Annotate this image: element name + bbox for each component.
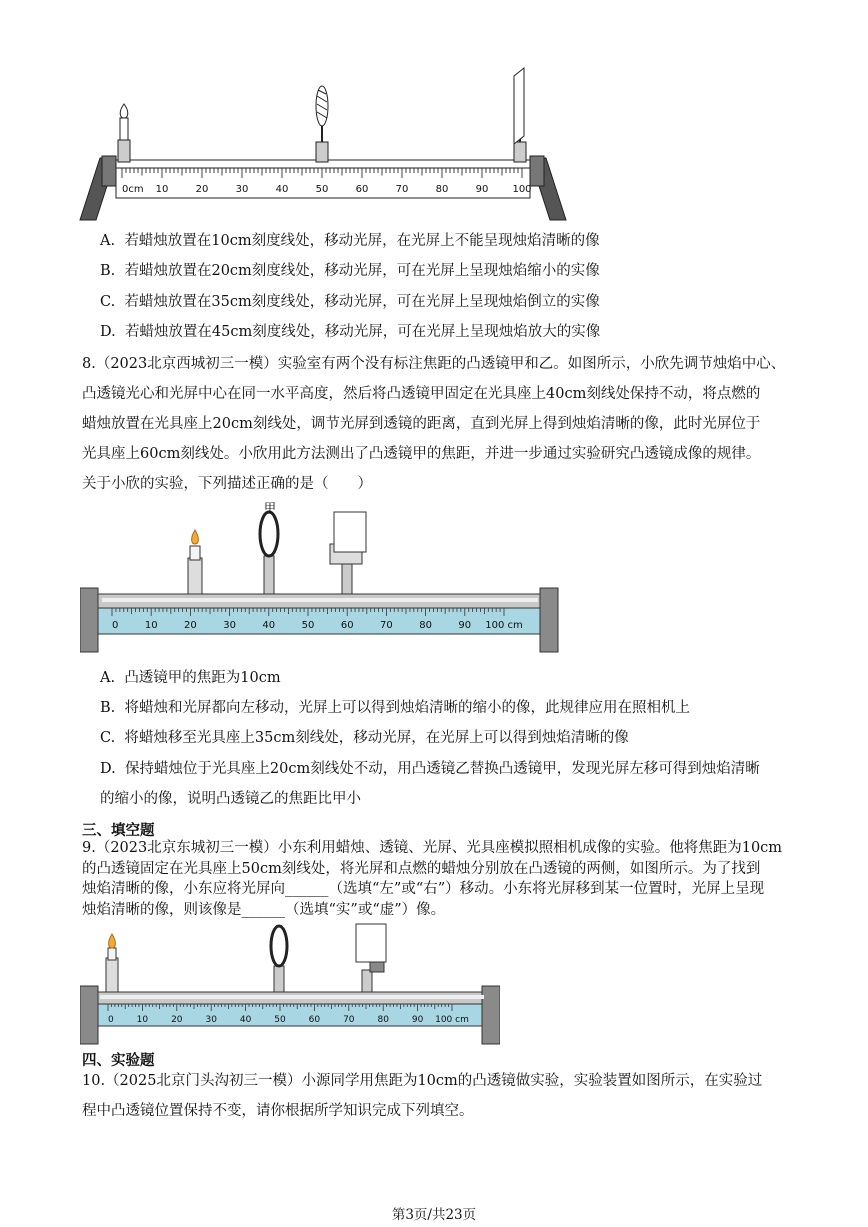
ruler-label: 40 xyxy=(239,1015,252,1025)
ruler-label: 10 xyxy=(136,1015,149,1025)
ruler-label: 60 xyxy=(355,184,369,195)
q8-option-d[interactable]: D. 保持蜡烛位于光具座上20cm刻线处不动，用凸透镜乙替换凸透镜甲，发现光屏左移可得到烛焰清晰 xyxy=(100,761,760,777)
q8-option-b[interactable]: B. 将蜡烛和光屏都向左移动，光屏上可以得到烛焰清晰的缩小的像，此规律应用在照相机上 xyxy=(100,700,690,716)
lens-label: 甲 xyxy=(264,501,277,515)
page-number: 第3页/共23页 xyxy=(391,1207,477,1223)
candle xyxy=(118,104,130,162)
ruler-label: 80 xyxy=(419,620,432,631)
ruler-label: 60 xyxy=(308,1015,321,1025)
ruler-label: 70 xyxy=(395,184,409,195)
ruler-label: 50 xyxy=(274,1015,286,1025)
q10-stem: 10.（2025北京门头沟初三一模）小源同学用焦距为10cm的凸透镜做实验，实验装置如图所示，在实验过 程中凸透镜位置保持不变，请你根据所学知识完成下列填空。 xyxy=(82,1073,763,1119)
q8-stem: 8.（2023北京西城初三一模）实验室有两个没有标注焦距的凸透镜甲和乙。如图所示，小欣先调节烛焰中心、 凸透镜光心和光屏中心在同一水平高度，然后将凸透镜甲固定在光具座上40cm刻线处保持不动，将点燃的 蜡烛放置在光具座上20cm刻线处，调节光屏到透镜的距离，直到光屏上得到烛焰清晰的像，此时光屏位于 光具座上60cm刻线处。小欣用此方法测出了凸透镜甲的焦距，并进一步通过实验研究凸透镜成像的规律。 关于小欣的实验，下列描述正确的是（ ） xyxy=(82,356,786,492)
section-heading-experiment: 四、实验题 xyxy=(82,1053,155,1069)
ruler-label: 90 xyxy=(458,620,472,631)
ruler-label: 100 xyxy=(512,184,532,195)
ruler-label: 50 xyxy=(301,620,315,631)
ruler-label: 80 xyxy=(435,184,449,195)
ruler-label: 30 xyxy=(205,1015,217,1025)
light-screen xyxy=(514,68,526,162)
light-screen xyxy=(356,924,386,992)
candle xyxy=(188,530,202,594)
q7-option-b[interactable]: B. 若蜡烛放置在20cm刻度线处，移动光屏，可在光屏上呈现烛焰缩小的实像 xyxy=(100,263,600,279)
candle xyxy=(106,934,118,992)
ruler-label: 0cm xyxy=(122,184,144,195)
ruler-label: 20 xyxy=(184,620,197,631)
section-heading-fill-blank: 三、填空题 xyxy=(82,823,155,839)
ruler-label: 60 xyxy=(340,620,354,631)
ruler-label: 70 xyxy=(380,620,393,631)
q8-option-d-continued: 的缩小的像，说明凸透镜乙的焦距比甲小 xyxy=(100,791,361,807)
ruler-label: 30 xyxy=(235,184,249,195)
convex-lens xyxy=(271,926,287,992)
convex-lens xyxy=(260,501,278,594)
q7-option-a[interactable]: A. 若蜡烛放置在10cm刻度线处，移动光屏，在光屏上不能呈现烛焰清晰的像 xyxy=(100,233,600,249)
q7-option-d[interactable]: D. 若蜡烛放置在45cm刻度线处，移动光屏，可在光屏上呈现烛焰放大的实像 xyxy=(100,324,601,340)
ruler-label: 100 cm xyxy=(435,1015,469,1025)
ruler-label: 0 xyxy=(112,620,119,631)
optical-bench-figure-3 xyxy=(80,922,500,1050)
ruler-label: 40 xyxy=(275,184,289,195)
q8-option-a[interactable]: A. 凸透镜甲的焦距为10cm xyxy=(100,670,281,686)
ruler-label: 50 xyxy=(315,184,329,195)
light-screen xyxy=(330,512,366,594)
ruler-label: 20 xyxy=(171,1015,183,1025)
ruler-label: 70 xyxy=(343,1015,355,1025)
convex-lens xyxy=(316,86,328,162)
ruler-label: 0 xyxy=(108,1015,114,1025)
ruler-label: 20 xyxy=(195,184,209,195)
optical-bench-figure-2 xyxy=(80,498,560,656)
q7-option-c[interactable]: C. 若蜡烛放置在35cm刻度线处，移动光屏，可在光屏上呈现烛焰倒立的实像 xyxy=(100,294,600,310)
q9-stem: 9.（2023北京东城初三一模）小东利用蜡烛、透镜、光屏、光具座模拟照相机成像的实验。他将焦距为10cm 的凸透镜固定在光具座上50cm刻线处，将光屏和点燃的蜡烛分别放在凸透镜的两侧，如图所示。为了找到 烛焰清晰的像，小东应将光屏向______（选填“左”或“右”）移动。小东将光屏移到某一位置时，光屏上呈现 烛焰清晰的像，则该像是______（选填“实”或“虚”）像。 xyxy=(82,840,783,918)
ruler-label: 80 xyxy=(377,1015,389,1025)
ruler-label: 10 xyxy=(144,620,158,631)
ruler-label: 90 xyxy=(475,184,489,195)
ruler-label: 10 xyxy=(155,184,169,195)
ruler-label: 90 xyxy=(411,1015,424,1025)
q8-option-c[interactable]: C. 将蜡烛移至光具座上35cm刻线处，移动光屏，在光屏上可以得到烛焰清晰的像 xyxy=(100,730,629,746)
ruler-label: 100 cm xyxy=(485,620,523,631)
optical-bench-figure-1 xyxy=(78,66,568,224)
ruler-label: 30 xyxy=(223,620,236,631)
ruler-label: 40 xyxy=(262,620,276,631)
